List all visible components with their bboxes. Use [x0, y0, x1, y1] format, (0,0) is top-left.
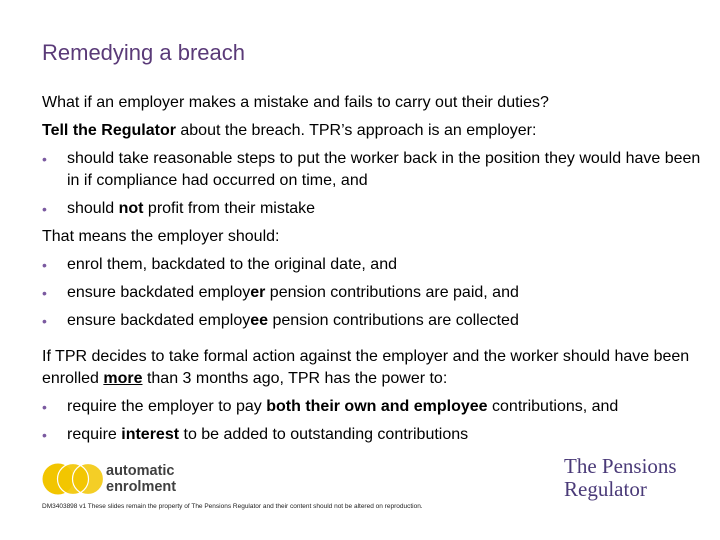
bullet-text: should take reasonable steps to put the worker back in the position they would have been in if compliance had occurred on time, and	[67, 150, 701, 189]
bullet-icon: •	[42, 285, 47, 301]
intro-question: What if an employer makes a mistake and fails to carry out their duties?	[42, 94, 549, 111]
slide-body	[42, 92, 702, 452]
regulator-approach-text: about the breach. TPR’s approach is an employer:	[175, 122, 537, 139]
list-item	[42, 424, 702, 446]
list-item	[42, 148, 702, 192]
bullet-icon: •	[42, 201, 47, 217]
bullet-icon: •	[42, 399, 47, 415]
bullet-text: to be added to outstanding contributions	[179, 426, 469, 443]
tpr-line-2: Regulator	[564, 477, 647, 501]
pensions-regulator-logo	[564, 455, 677, 501]
formal-action-paragraph	[42, 346, 702, 390]
formal-action-text: If TPR decides to take formal action against the employer and the worker should have been enrolled	[42, 348, 690, 387]
footer-disclaimer: DM3403898 v1 These slides remain the property of The Pensions Regulator and their content should not be altered on reproduction.	[42, 503, 423, 510]
list-item	[42, 396, 702, 418]
more-emphasis: more	[103, 370, 143, 387]
ae-line-2: enrolment	[106, 479, 177, 495]
bullet-emphasis: not	[118, 200, 144, 217]
bullet-text: require the employer to pay	[67, 398, 267, 415]
bullet-emphasis: ee	[250, 312, 269, 329]
employer-should: That means the employer should:	[42, 228, 280, 245]
bullet-text: require	[67, 426, 122, 443]
bullet-text: should	[67, 200, 119, 217]
bullet-emphasis: interest	[121, 426, 180, 443]
tell-regulator-emphasis: Tell the Regulator	[42, 122, 176, 139]
list-item	[42, 254, 702, 276]
bullet-text: ensure backdated employ	[67, 312, 251, 329]
bullet-icon: •	[42, 427, 47, 443]
bullet-emphasis: both their own and employee	[266, 398, 488, 415]
ae-line-1: automatic	[106, 463, 175, 479]
tpr-line-1: The Pensions	[564, 454, 677, 478]
bullet-text: profit from their mistake	[143, 200, 316, 217]
list-item	[42, 198, 702, 220]
slide-title: Remedying a breach	[42, 40, 246, 65]
bullet-icon: •	[42, 313, 47, 329]
bullet-text: enrol them, backdated to the original date, and	[67, 256, 397, 273]
list-item	[42, 282, 702, 304]
bullet-text: ensure backdated employ	[67, 284, 251, 301]
bullet-icon: •	[42, 257, 47, 273]
list-item	[42, 310, 702, 332]
formal-action-text: than 3 months ago, TPR has the power to:	[142, 370, 448, 387]
bullet-emphasis: er	[250, 284, 266, 301]
regulator-approach	[42, 120, 702, 142]
bullet-text: contributions, and	[487, 398, 619, 415]
bullet-icon: •	[42, 151, 47, 167]
bullet-text: pension contributions are paid, and	[265, 284, 519, 301]
automatic-enrolment-logo-icon	[42, 462, 104, 496]
automatic-enrolment-wordmark	[106, 463, 176, 495]
bullet-text: pension contributions are collected	[268, 312, 519, 329]
